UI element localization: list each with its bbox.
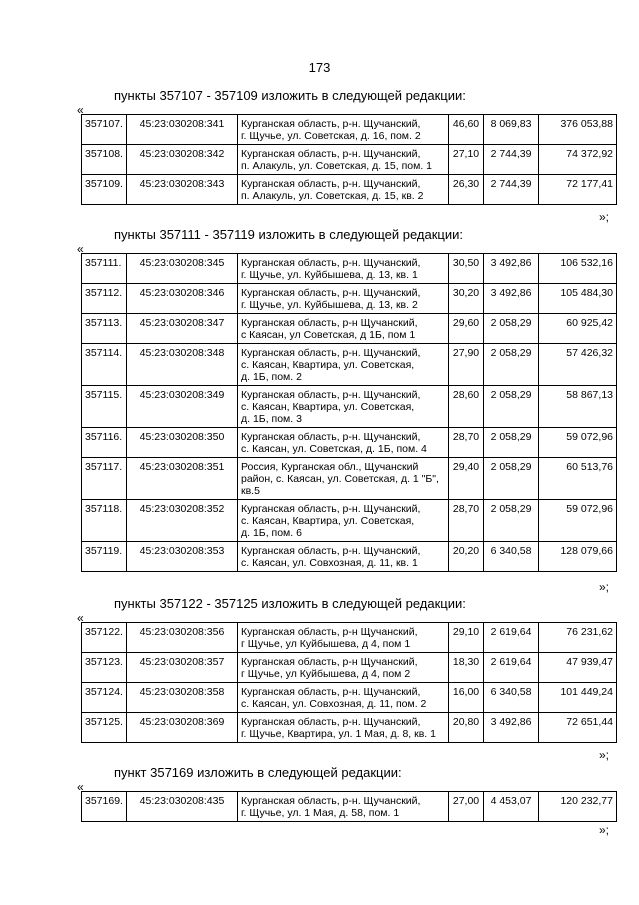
- cost-cell: 59 072,96: [539, 428, 617, 458]
- cadastral-number: 45:23:030208:353: [127, 542, 238, 572]
- section-intro: пункты 357111 - 357119 изложить в следующей редакции:: [114, 227, 463, 242]
- price-cell: 2 619,64: [484, 653, 539, 683]
- amendment-section: [0, 88, 639, 228]
- row-number: 357117.: [82, 458, 127, 500]
- price-cell: 8 069,83: [484, 115, 539, 145]
- row-number: 357124.: [82, 683, 127, 713]
- address-cell: Курганская область, р-н Щучанский, с Каясан, ул Советская, д 1Б, пом 1: [238, 314, 449, 344]
- page-number: 173: [308, 60, 331, 75]
- opening-quote: «: [77, 780, 84, 794]
- row-number: 357109.: [82, 175, 127, 205]
- row-number: 357169.: [82, 792, 127, 822]
- cost-cell: 128 079,66: [539, 542, 617, 572]
- cadastral-number: 45:23:030208:350: [127, 428, 238, 458]
- cost-cell: 120 232,77: [539, 792, 617, 822]
- cost-cell: 101 449,24: [539, 683, 617, 713]
- cadastral-number: 45:23:030208:435: [127, 792, 238, 822]
- area-cell: 27,10: [449, 145, 484, 175]
- cadastral-number: 45:23:030208:343: [127, 175, 238, 205]
- cadastral-number: 45:23:030208:351: [127, 458, 238, 500]
- property-table: [81, 253, 617, 572]
- table-row: [82, 284, 617, 314]
- address-cell: Курганская область, р-н. Щучанский, п. Алакуль, ул. Советская, д. 15, кв. 2: [238, 175, 449, 205]
- area-cell: 28,70: [449, 500, 484, 542]
- address-cell: Курганская область, р-н. Щучанский, с. Каясан, Квартира, ул. Советская, д. 1Б, пом. 6: [238, 500, 449, 542]
- cadastral-number: 45:23:030208:356: [127, 623, 238, 653]
- area-cell: 27,00: [449, 792, 484, 822]
- price-cell: 2 058,29: [484, 386, 539, 428]
- row-number: 357122.: [82, 623, 127, 653]
- area-cell: 29,60: [449, 314, 484, 344]
- price-cell: 3 492,86: [484, 284, 539, 314]
- amendment-section: [0, 227, 639, 597]
- address-cell: Курганская область, р-н Щучанский, г Щучье, ул Куйбышева, д 4, пом 1: [238, 623, 449, 653]
- table-row: [82, 542, 617, 572]
- row-number: 357114.: [82, 344, 127, 386]
- cost-cell: 105 484,30: [539, 284, 617, 314]
- table-row: [82, 458, 617, 500]
- cost-cell: 376 053,88: [539, 115, 617, 145]
- cost-cell: 60 925,42: [539, 314, 617, 344]
- row-number: 357107.: [82, 115, 127, 145]
- closing-quote: »;: [598, 748, 609, 762]
- row-number: 357125.: [82, 713, 127, 743]
- address-cell: Курганская область, р-н. Щучанский, с. Каясан, ул. Советская, д. 1Б, пом. 4: [238, 428, 449, 458]
- address-cell: Курганская область, р-н. Щучанский, п. Алакуль, ул. Советская, д. 15, пом. 1: [238, 145, 449, 175]
- price-cell: 6 340,58: [484, 683, 539, 713]
- cost-cell: 72 177,41: [539, 175, 617, 205]
- table-row: [82, 314, 617, 344]
- cadastral-number: 45:23:030208:342: [127, 145, 238, 175]
- area-cell: 20,20: [449, 542, 484, 572]
- cost-cell: 57 426,32: [539, 344, 617, 386]
- cadastral-number: 45:23:030208:358: [127, 683, 238, 713]
- row-number: 357108.: [82, 145, 127, 175]
- price-cell: 2 058,29: [484, 458, 539, 500]
- area-cell: 16,00: [449, 683, 484, 713]
- address-cell: Курганская область, р-н. Щучанский, с. Каясан, Квартира, ул. Советская, д. 1Б, пом. 2: [238, 344, 449, 386]
- property-table: [81, 622, 617, 743]
- cost-cell: 72 651,44: [539, 713, 617, 743]
- row-number: 357111.: [82, 254, 127, 284]
- area-cell: 29,40: [449, 458, 484, 500]
- price-cell: 2 058,29: [484, 314, 539, 344]
- price-cell: 3 492,86: [484, 254, 539, 284]
- table-row: [82, 683, 617, 713]
- area-cell: 18,30: [449, 653, 484, 683]
- price-cell: 2 744,39: [484, 145, 539, 175]
- cost-cell: 106 532,16: [539, 254, 617, 284]
- cadastral-number: 45:23:030208:357: [127, 653, 238, 683]
- address-cell: Курганская область, р-н. Щучанский, г. Щучье, ул. Советская, д. 16, пом. 2: [238, 115, 449, 145]
- amendment-section: [0, 596, 639, 766]
- table-row: [82, 386, 617, 428]
- section-intro: пункт 357169 изложить в следующей редакции:: [114, 765, 402, 780]
- cadastral-number: 45:23:030208:347: [127, 314, 238, 344]
- cadastral-number: 45:23:030208:352: [127, 500, 238, 542]
- row-number: 357115.: [82, 386, 127, 428]
- table-row: [82, 500, 617, 542]
- address-cell: Курганская область, р-н. Щучанский, с. Каясан, Квартира, ул. Советская, д. 1Б, пом. 3: [238, 386, 449, 428]
- cadastral-number: 45:23:030208:369: [127, 713, 238, 743]
- property-table: [81, 791, 617, 822]
- price-cell: 3 492,86: [484, 713, 539, 743]
- area-cell: 20,80: [449, 713, 484, 743]
- closing-quote: »;: [598, 823, 609, 837]
- table-row: [82, 115, 617, 145]
- address-cell: Курганская область, р-н. Щучанский, с. Каясан, ул. Совхозная, д. 11, пом. 2: [238, 683, 449, 713]
- area-cell: 28,60: [449, 386, 484, 428]
- area-cell: 46,60: [449, 115, 484, 145]
- cadastral-number: 45:23:030208:345: [127, 254, 238, 284]
- table-row: [82, 145, 617, 175]
- price-cell: 2 744,39: [484, 175, 539, 205]
- cost-cell: 58 867,13: [539, 386, 617, 428]
- row-number: 357123.: [82, 653, 127, 683]
- cost-cell: 76 231,62: [539, 623, 617, 653]
- property-table: [81, 114, 617, 205]
- opening-quote: «: [77, 611, 84, 625]
- cost-cell: 74 372,92: [539, 145, 617, 175]
- closing-quote: »;: [598, 580, 609, 594]
- area-cell: 26,30: [449, 175, 484, 205]
- table-row: [82, 792, 617, 822]
- table-row: [82, 623, 617, 653]
- row-number: 357113.: [82, 314, 127, 344]
- address-cell: Курганская область, р-н Щучанский, г Щучье, ул Куйбышева, д 4, пом 2: [238, 653, 449, 683]
- section-intro: пункты 357107 - 357109 изложить в следующей редакции:: [114, 88, 466, 103]
- row-number: 357119.: [82, 542, 127, 572]
- row-number: 357116.: [82, 428, 127, 458]
- cadastral-number: 45:23:030208:348: [127, 344, 238, 386]
- row-number: 357118.: [82, 500, 127, 542]
- address-cell: Курганская область, р-н. Щучанский, с. Каясан, ул. Совхозная, д. 11, кв. 1: [238, 542, 449, 572]
- price-cell: 2 619,64: [484, 623, 539, 653]
- address-cell: Курганская область, р-н. Щучанский, г. Щучье, ул. 1 Мая, д. 58, пом. 1: [238, 792, 449, 822]
- table-row: [82, 344, 617, 386]
- cadastral-number: 45:23:030208:341: [127, 115, 238, 145]
- section-intro: пункты 357122 - 357125 изложить в следующей редакции:: [114, 596, 466, 611]
- cost-cell: 47 939,47: [539, 653, 617, 683]
- cost-cell: 59 072,96: [539, 500, 617, 542]
- area-cell: 30,50: [449, 254, 484, 284]
- address-cell: Курганская область, р-н. Щучанский, г. Щучье, ул. Куйбышева, д. 13, кв. 2: [238, 284, 449, 314]
- address-cell: Курганская область, р-н. Щучанский, г. Щучье, Квартира, ул. 1 Мая, д. 8, кв. 1: [238, 713, 449, 743]
- row-number: 357112.: [82, 284, 127, 314]
- address-cell: Курганская область, р-н. Щучанский, г. Щучье, ул. Куйбышева, д. 13, кв. 1: [238, 254, 449, 284]
- price-cell: 2 058,29: [484, 428, 539, 458]
- area-cell: 29,10: [449, 623, 484, 653]
- opening-quote: «: [77, 242, 84, 256]
- address-cell: Россия, Курганская обл., Щучанский район, с. Каясан, ул. Советская, д. 1 "Б", кв.5: [238, 458, 449, 500]
- area-cell: 28,70: [449, 428, 484, 458]
- area-cell: 30,20: [449, 284, 484, 314]
- table-row: [82, 653, 617, 683]
- opening-quote: «: [77, 103, 84, 117]
- price-cell: 4 453,07: [484, 792, 539, 822]
- table-row: [82, 713, 617, 743]
- table-row: [82, 175, 617, 205]
- amendment-section: [0, 765, 639, 845]
- price-cell: 6 340,58: [484, 542, 539, 572]
- cadastral-number: 45:23:030208:346: [127, 284, 238, 314]
- price-cell: 2 058,29: [484, 500, 539, 542]
- cost-cell: 60 513,76: [539, 458, 617, 500]
- table-row: [82, 428, 617, 458]
- table-row: [82, 254, 617, 284]
- price-cell: 2 058,29: [484, 344, 539, 386]
- closing-quote: »;: [598, 210, 609, 224]
- cadastral-number: 45:23:030208:349: [127, 386, 238, 428]
- area-cell: 27,90: [449, 344, 484, 386]
